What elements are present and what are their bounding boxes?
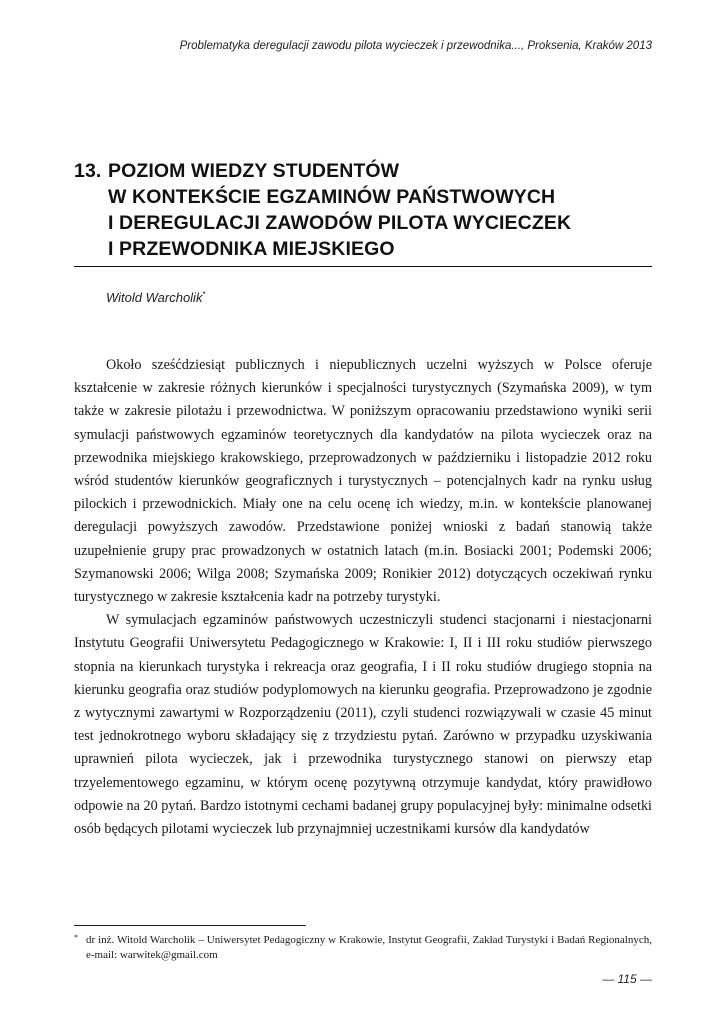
- paragraph: Około sześćdziesiąt publicznych i niepublicznych uczelni wyższych w Polsce oferuje kształcenie w zakresie różnych kierunków i specjalności turystycznych (Szymańska 2009), w tym także w zakresie pilotażu i przewodnictwa. W poniższym opracowaniu przedstawiono wyniki serii symulacji państwowych egzaminów teoretycznych dla kandydatów na pilota wycieczek oraz na przewodnika miejskiego krakowskiego, przeprowadzonych w październiku i listopadzie 2012 roku wśród studentów kierunków geograficznych i turystycznych – potencjalnych kadr na rynku usług pilockich i przewodnickich. Miały one na celu ocenę ich wiedzy, m.in. w kontekście planowanej deregulacji powyższych zawodów. Przedstawione poniżej wnioski z badań stanowią także uzupełnienie grupy prac prowadzonych w ostatnich latach (m.in. Bosiacki 2001; Podemski 2006; Szymanowski 2006; Wilga 2008; Szymańska 2009; Ronikier 2012) dotyczących oczekiwań rynku turystycznego w zakresie kształcenia kadr na potrzeby turystyki.: [74, 357, 652, 606]
- footnote-mark: *: [74, 933, 78, 942]
- footnote: [74, 933, 652, 963]
- chapter-heading: [74, 158, 652, 262]
- chapter-title-line: I PRZEWODNIKA MIEJSKIEGO: [108, 238, 395, 260]
- chapter-title-line: POZIOM WIEDZY STUDENTÓW: [108, 160, 400, 182]
- footnote-text: dr inż. Witold Warcholik – Uniwersytet Pedagogiczny w Krakowie, Instytut Geografii, Zakład Turystyki i Badań Regionalnych, e-mail: warwitek@gmail.com: [86, 934, 652, 961]
- paragraph: W symulacjach egzaminów państwowych uczestniczyli studenci stacjonarni i niestacjonarni Instytutu Geografii Uniwersytetu Pedagogicznego w Krakowie: I, II i III roku studiów pierwszego stopnia na kierunkach turystyka i rekreacja oraz geografia, I i II roku studiów drugiego stopnia na kierunku geografia oraz studiów podyplomowych na kierunku geografia. Przeprowadzono je zgodnie z wytycznymi zawartymi w Rozporządzeniu (2011), czyli studenci rozwiązywali w czasie 45 minut test jednokrotnego wyboru składający się z trzydziestu pytań. Zarówno w przypadku uzyskiwania uprawnień pilota wycieczek, jak i przewodnika turystycznego stanowi on pierwszy etap trzyelementowego egzaminu, w którym ocenę pozytywną otrzymuje kandydat, który prawidłowo odpowie na 20 pytań. Bardzo istotnymi cechami badanej grupy populacyjnej były: minimalne odsetki osób będących pilotami wycieczek lub przynajmniej uczestnikami kursów dla kandydatów: [74, 612, 652, 838]
- body-text: [74, 354, 652, 841]
- footnote-rule: [74, 925, 306, 926]
- title-rule: [74, 266, 652, 267]
- author-name: Witold Warcholik: [106, 290, 203, 305]
- chapter-title-line: W KONTEKŚCIE EGZAMINÓW PAŃSTWOWYCH: [108, 186, 556, 208]
- chapter-number: 13.: [74, 160, 102, 182]
- chapter-title-line: I DEREGULACJI ZAWODÓW PILOTA WYCIECZEK: [108, 212, 572, 234]
- running-header: Problematyka deregulacji zawodu pilota wycieczek i przewodnika..., Proksenia, Kraków 2013: [179, 40, 652, 52]
- page-number: — 115 —: [602, 972, 652, 986]
- author-line: [106, 290, 206, 305]
- chapter-title: [108, 158, 652, 262]
- author-footnote-mark: *: [202, 290, 206, 299]
